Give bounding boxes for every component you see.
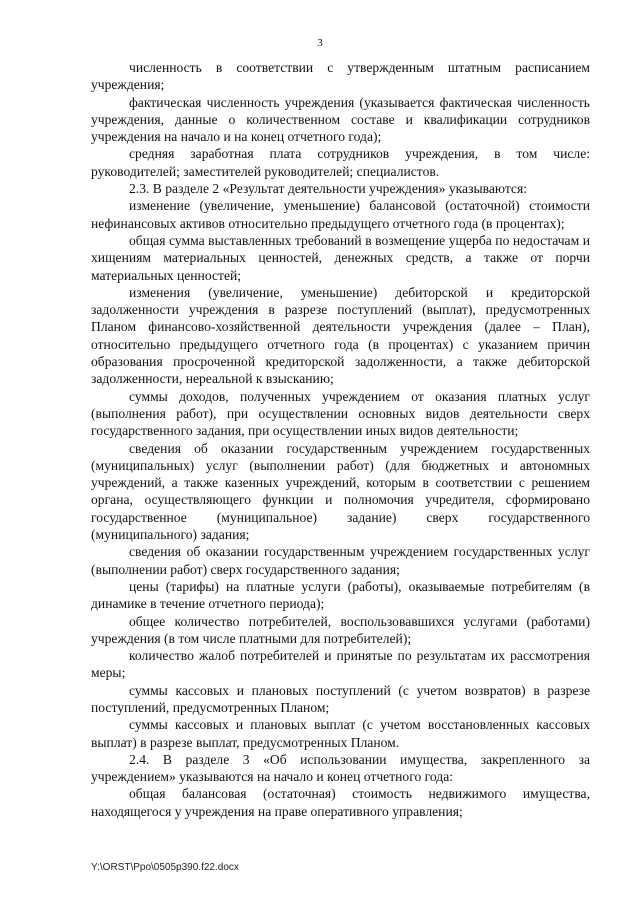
paragraph: средняя заработная плата сотрудников учреждения, в том числе: руководителей; заместителей руководителей; специалистов. [91, 146, 590, 179]
paragraph: суммы кассовых и плановых поступлений (с учетом возвратов) в разрезе поступлений, предусмотренных Планом; [91, 682, 590, 715]
page-number: 3 [317, 37, 323, 49]
paragraph: сведения об оказании государственным учреждением государственных услуг (выполнении работ) сверх государственного задания; [91, 544, 590, 577]
paragraph: цены (тарифы) на платные услуги (работы), оказываемые потребителям (в динамике в течение отчетного периода); [91, 578, 590, 612]
paragraph: общая балансовая (остаточная) стоимость недвижимого имущества, находящегося у учреждения на праве оперативного управления; [91, 786, 590, 819]
paragraph: фактическая численность учреждения (указывается фактическая численность учреждения, данные о количественном составе и квалификации сотрудников учреждения на начало и на конец отчетного года); [91, 94, 590, 145]
paragraph: суммы доходов, полученных учреждением от оказания платных услуг (выполнения работ), при осуществлении основных видов деятельности сверх государственного задания, при осуществлении иных видов деятельности; [91, 388, 590, 439]
paragraph: суммы кассовых и плановых выплат (с учетом восстановленных кассовых выплат) в разрезе выплат, предусмотренных Планом. [91, 717, 590, 750]
section-heading-2-4: 2.4. В разделе 3 «Об использовании имущества, закрепленного за учреждением» указываются на начало и конец отчетного года: [91, 751, 590, 785]
paragraph: сведения об оказании государственным учреждением государственных (муниципальных) услуг (выполнении работ) (для бюджетных и автономных учреждений, а также казенных учреждений, которым в соответствии с решением органа, осуществляющего функции и полномочия учредителя, сформировано государственное (муниципальное) задание) сверх государственного (муниципального) задания; [91, 440, 590, 543]
paragraph: количество жалоб потребителей и принятые по результатам их рассмотрения меры; [91, 648, 590, 681]
paragraph: изменения (увеличение, уменьшение) дебиторской и кредиторской задолженности учреждения в разрезе поступлений (выплат), предусмотренных Планом финансово-хозяйственной деятельности учреждения (далее – План), относительно предыдущего отчетного года (в процентах) с указанием причин образования просроченной кредиторской задолженности, а также дебиторской задолженности, нереальной к взысканию; [91, 284, 590, 387]
section-heading-2-3: 2.3. В разделе 2 «Результат деятельности учреждения» указываются: [129, 181, 527, 197]
paragraph: изменение (увеличение, уменьшение) балансовой (остаточной) стоимости нефинансовых активов относительно предыдущего отчетного года (в процентах); [91, 198, 590, 231]
paragraph: численность в соответствии с утвержденным штатным расписанием учреждения; [91, 60, 590, 93]
document-body [91, 59, 590, 820]
file-path-footer: Y:\ORST\Ppo\0505p390.f22.docx [91, 862, 239, 873]
paragraph: общая сумма выставленных требований в возмещение ущерба по недостачам и хищениям материальных ценностей, денежных средств, а также от порчи материальных ценностей; [91, 232, 590, 283]
paragraph: общее количество потребителей, воспользовавшихся услугами (работами) учреждения (в том числе платными для потребителей); [91, 613, 590, 646]
